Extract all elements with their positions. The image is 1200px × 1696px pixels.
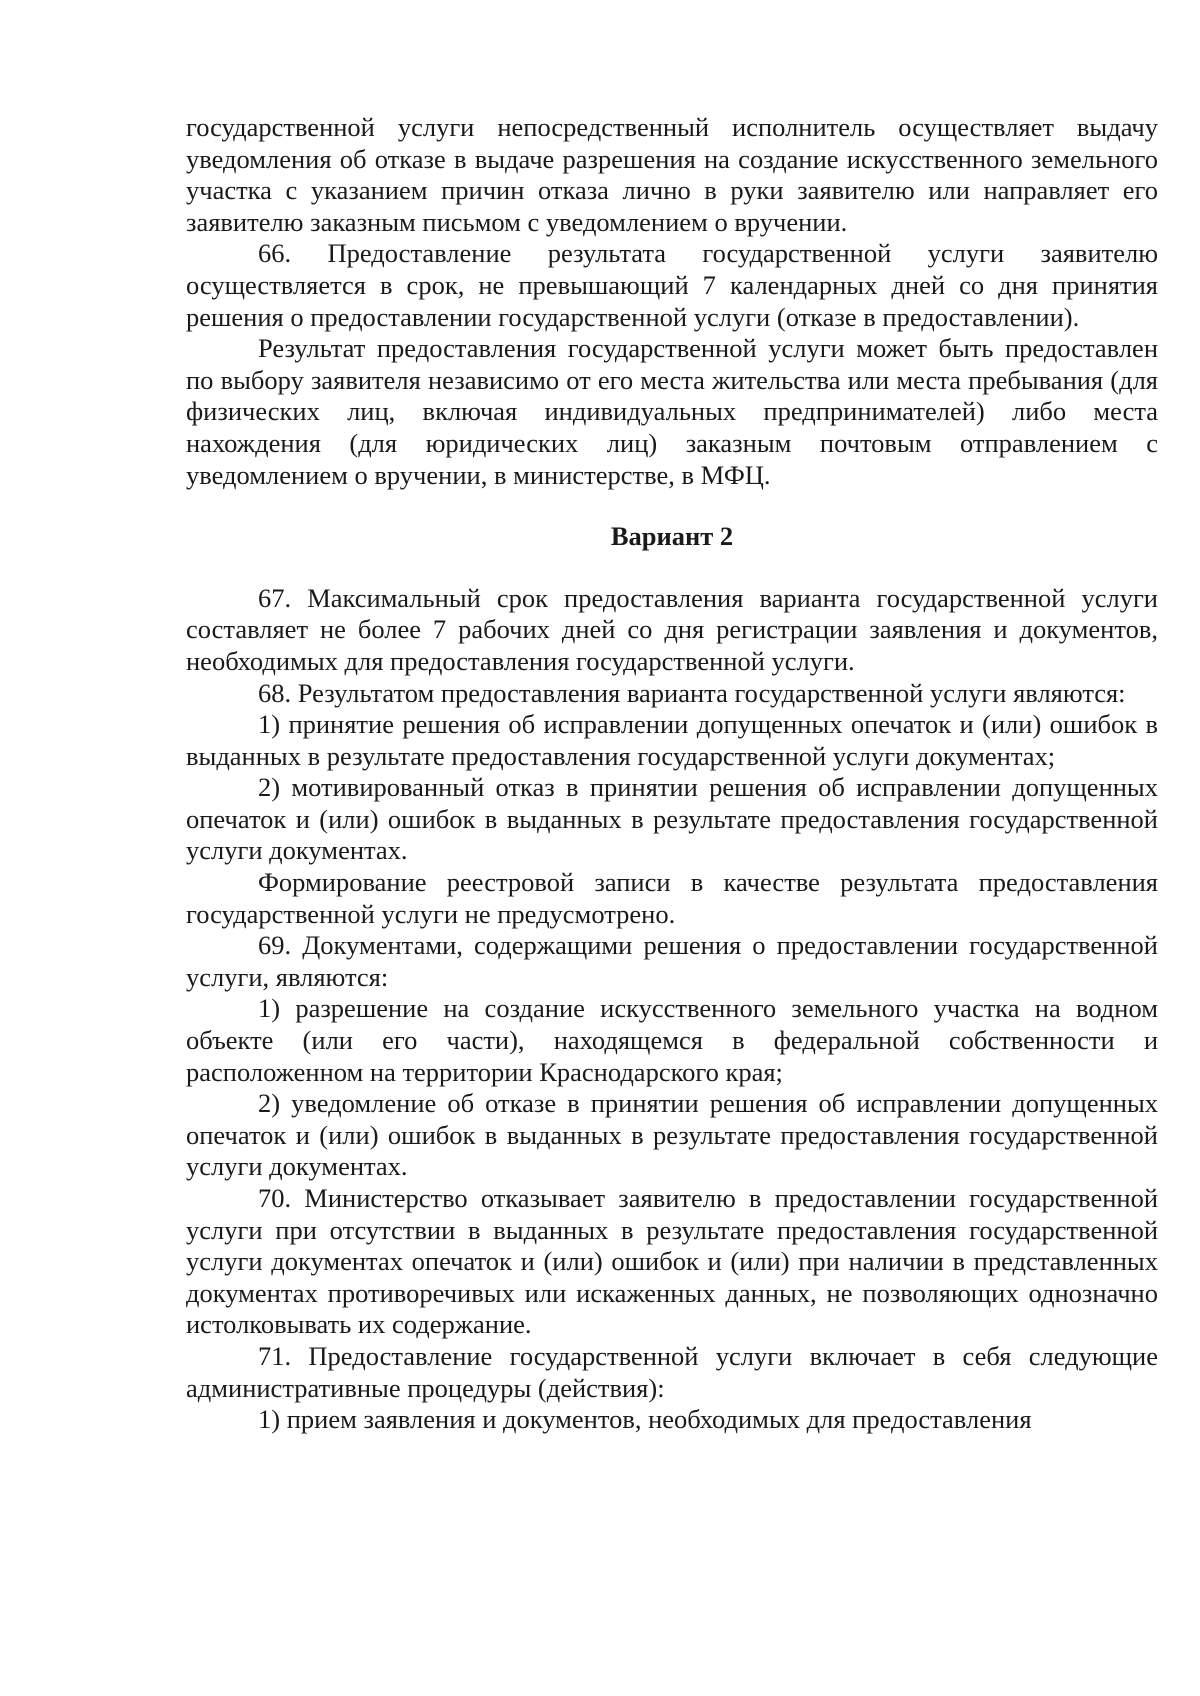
paragraph-71: 71. Предоставление государственной услуги включает в себя следующие административные процедуры (действия): <box>186 1340 1158 1403</box>
paragraph-68: 68. Результатом предоставления варианта государственной услуги являются: <box>258 677 1126 708</box>
list-item-69-1: 1) разрешение на создание искусственного земельного участка на водном объекте (или его части), находящемся в федеральной собственности и расположенном на территории Краснодарского края; <box>186 993 1158 1087</box>
paragraph-70: 70. Министерство отказывает заявителю в предоставлении государственной услуги при отсутствии в выданных в результате предоставления государственной услуги документах опечаток и (или) ошибок и (или) при наличии в представленных документах противоречивых или искаженных данных, не позволяющих однозначно истолковывать их содержание. <box>186 1183 1158 1340</box>
paragraph-69: 69. Документами, содержащими решения о предоставлении государственной услуги, являются: <box>186 930 1158 992</box>
paragraph-continuation: государственной услуги непосредственный исполнитель осуществляет выдачу уведомления об отказе в выдаче разрешения на создание искусственного земельного участка с указанием причин отказа лично в руки заявителю или направляет его заявителю заказным письмом с уведомлением о вручении. <box>186 112 1158 237</box>
document-page <box>186 112 1158 1436</box>
section-heading: Вариант 2 <box>610 521 734 552</box>
paragraph-67: 67. Максимальный срок предоставления варианта государственной услуги составляет не более 7 рабочих дней со дня регистрации заявления и документов, необходимых для предоставления государственной услуги. <box>186 582 1158 676</box>
list-item-69-2: 2) уведомление об отказе в принятии решения об исправлении допущенных опечаток и (или) ошибок в выданных в результате предоставления государственной услуги документах. <box>186 1088 1158 1182</box>
list-item-71-1: 1) прием заявления и документов, необходимых для предоставления <box>258 1404 1032 1435</box>
list-item-68-1: 1) принятие решения об исправлении допущенных опечаток и (или) ошибок в выданных в результате предоставления государственной услуги документах; <box>186 709 1158 771</box>
paragraph-66: 66. Предоставление результата государственной услуги заявителю осуществляется в срок, не превышающий 7 календарных дней со дня принятия решения о предоставлении государственной услуги (отказе в предоставлении). <box>186 238 1158 332</box>
list-item-68-2: 2) мотивированный отказ в принятии решения об исправлении допущенных опечаток и (или) ошибок в выданных в результате предоставления государственной услуги документах. <box>186 772 1158 866</box>
paragraph-result-delivery: Результат предоставления государственной услуги может быть предоставлен по выбору заявителя независимо от его места жительства или места пребывания (для физических лиц, включая индивидуальных предпринимателей) либо места нахождения (для юридических лиц) заказным почтовым отправлением с уведомлением о вручении, в министерстве, в МФЦ. <box>186 333 1158 490</box>
paragraph-registry-record: Формирование реестровой записи в качестве результата предоставления государственной услуги не предусмотрено. <box>186 867 1158 929</box>
